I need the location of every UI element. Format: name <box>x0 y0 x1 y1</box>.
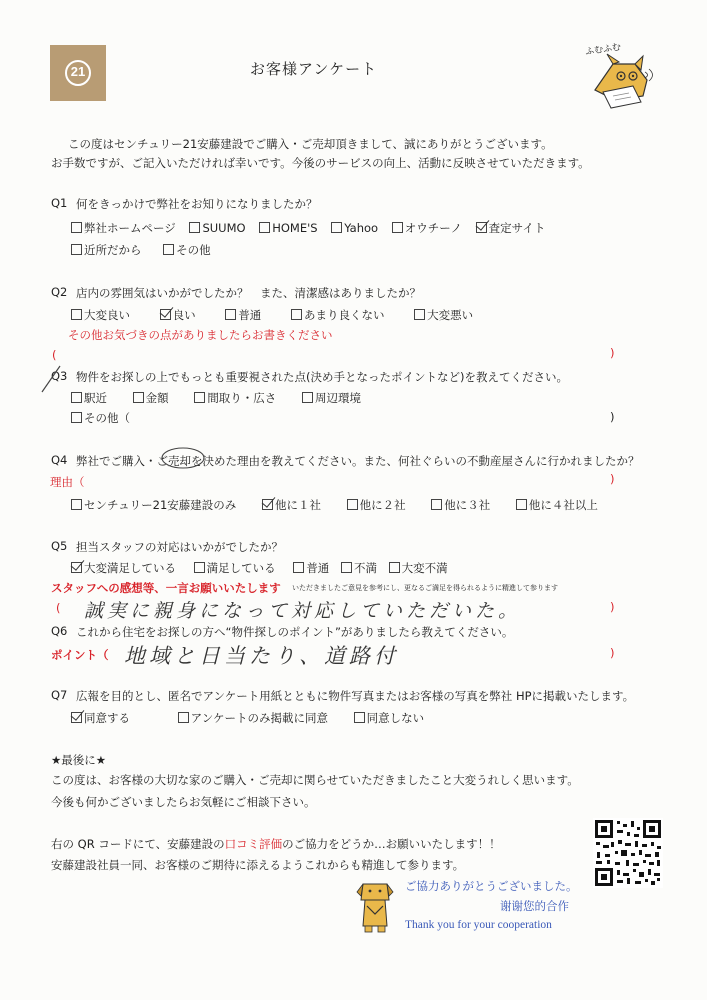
checkbox-icon <box>414 309 425 320</box>
checkbox-icon <box>194 562 205 573</box>
checked-checkbox-icon <box>262 499 273 510</box>
q3-options <box>71 390 371 406</box>
checkbox-icon <box>516 499 527 510</box>
thanks-chinese: 谢谢您的合作 <box>500 899 569 913</box>
q5-label: Q5 <box>51 539 68 553</box>
q1-option[interactable]: SUUMO <box>189 221 245 235</box>
century21-logo <box>50 45 106 101</box>
q1-label: Q1 <box>51 196 68 210</box>
q2-open-paren: ( <box>52 348 57 362</box>
checkbox-icon <box>389 562 400 573</box>
qr-request-line: 右の QR コードにて、安藤建設の口コミ評価のご協力をどうか…お願いいたします！！ <box>51 837 501 851</box>
checkbox-icon <box>259 222 270 233</box>
q7-option[interactable]: アンケートのみ掲載に同意 <box>178 710 328 726</box>
q3-option[interactable]: 駅近 <box>71 390 107 406</box>
page-title: お客様アンケート <box>250 60 378 78</box>
checked-checkbox-icon <box>71 712 82 723</box>
checkbox-icon <box>354 712 365 723</box>
q6-point-label: ポイント（ <box>51 648 109 662</box>
checkbox-icon <box>302 392 313 403</box>
q5-question: 担当スタッフの対応はいかがでしたか？ <box>76 540 283 554</box>
checkbox-icon <box>347 499 358 510</box>
q3-label: Q3 <box>51 369 68 383</box>
mascot-dog-writing-icon <box>585 52 660 110</box>
q5-comment-note: いただきましたご意見を参考にし、更なるご満足を得られるように精進して参ります <box>292 584 558 592</box>
q5-options <box>71 560 458 576</box>
q1-option[interactable]: Yahoo <box>331 221 378 235</box>
q1-option[interactable]: オウチーノ <box>392 220 462 236</box>
intro-line-1: この度はセンチュリー21安藤建設でご購入・ご売却頂きまして、誠にありがとうございます。 <box>68 137 553 151</box>
q1-option[interactable]: HOME'S <box>259 221 317 235</box>
intro-line-2: お手数ですが、ご記入いただければ幸いです。今後のサービスの向上、活動に反映させていただきます。 <box>51 156 590 170</box>
checkbox-icon <box>178 712 189 723</box>
q2-question: 店内の雰囲気はいかがでしたか？ また、清潔感はありましたか？ <box>76 286 421 300</box>
q2-comment-prompt: その他お気づきの点がありましたらお書きください <box>68 328 333 342</box>
checkbox-icon <box>71 244 82 255</box>
q4-label: Q4 <box>51 453 68 467</box>
qr-code-icon[interactable] <box>593 818 663 888</box>
q5-option[interactable]: 大変不満 <box>389 560 448 576</box>
q7-label: Q7 <box>51 688 68 702</box>
q2-close-paren: ) <box>610 346 615 360</box>
q4-option[interactable]: 他に４社以上 <box>516 497 598 513</box>
q2-options <box>71 307 483 323</box>
q3-option[interactable]: 周辺環境 <box>302 390 361 406</box>
q2-option[interactable]: 大変悪い <box>414 307 473 323</box>
checkbox-icon <box>341 562 352 573</box>
checked-checkbox-icon <box>160 309 171 320</box>
q1-options-row1 <box>71 220 555 236</box>
thanks-japanese: ご協力ありがとうございました。 <box>405 879 578 893</box>
q5-option[interactable]: 満足している <box>194 560 276 576</box>
q4-question: 弊社でご購入・ご売却を決めた理由を教えてください。また、何社ぐらいの不動産屋さんに行かれましたか？ <box>76 454 640 468</box>
q7-options <box>71 710 434 726</box>
logo-text: 21 <box>70 64 86 79</box>
handwritten-circle-mark <box>160 445 206 471</box>
q2-option[interactable]: 普通 <box>225 307 261 323</box>
q4-option[interactable]: 他に３社 <box>431 497 490 513</box>
q4-options <box>71 497 608 513</box>
closing-heading: ★最後に★ <box>51 753 107 767</box>
closing-line-2: 今後も何かございましたらお気軽にご相談下さい。 <box>51 795 316 809</box>
q1-option[interactable]: 弊社ホームページ <box>71 220 176 236</box>
checkbox-icon <box>189 222 200 233</box>
q7-question: 広報を目的とし、匿名でアンケート用紙とともに物件写真またはお客様の写真を弊社 HPに掲載いたします。 <box>76 689 635 703</box>
q4-option[interactable]: 他に２社 <box>347 497 406 513</box>
q1-option[interactable]: その他 <box>163 242 211 258</box>
checkbox-icon <box>225 309 236 320</box>
q6-close-paren: ) <box>610 646 615 660</box>
checkbox-icon <box>71 309 82 320</box>
q3-other[interactable]: その他（ <box>71 410 130 426</box>
checkbox-icon <box>71 412 82 423</box>
q3-option[interactable]: 間取り・広さ <box>194 390 276 406</box>
q5-option[interactable]: 普通 <box>293 560 329 576</box>
checkbox-icon <box>71 392 82 403</box>
closing-line-1: この度は、お客様の大切な家のご購入・ご売却に関らせていただきましたこと大変うれしく思います。 <box>51 773 579 787</box>
q2-label: Q2 <box>51 285 68 299</box>
q2-option-checked[interactable]: 良い <box>160 307 196 323</box>
q2-option[interactable]: 大変良い <box>71 307 130 323</box>
q5-close-paren: ) <box>610 600 615 614</box>
q5-comment-prompt: スタッフへの感想等、一言お願いいたします <box>51 581 281 595</box>
checkbox-icon <box>293 562 304 573</box>
q4-option[interactable]: センチュリー21安藤建設のみ <box>71 497 236 513</box>
q3-question: 物件をお探しの上でもっとも重要視された点(決め手となったポイントなど)を教えてください。 <box>76 370 568 384</box>
q7-option[interactable]: 同意しない <box>354 710 425 726</box>
checkbox-icon <box>431 499 442 510</box>
q3-close-paren: ) <box>610 410 615 424</box>
pen-stroke-mark <box>40 362 64 394</box>
checkbox-icon <box>331 222 342 233</box>
staff-line: 安藤建設社員一同、お客様のご期待に添えるようこれからも精進して参ります。 <box>51 858 465 872</box>
q5-open-paren: ( <box>56 601 61 615</box>
q1-options-row2 <box>71 242 221 258</box>
checkbox-icon <box>133 392 144 403</box>
q1-option-checked[interactable]: 査定サイト <box>476 220 546 236</box>
checkbox-icon <box>194 392 205 403</box>
q6-handwritten-answer: 地域と日当たり、道路付 <box>124 644 399 668</box>
checkbox-icon <box>291 309 302 320</box>
checked-checkbox-icon <box>71 562 82 573</box>
mascot-dog-bowing-icon <box>355 876 395 936</box>
q1-option[interactable]: 近所だから <box>71 242 142 258</box>
q1-question: 何をきっかけで弊社をお知りになりましたか？ <box>76 197 318 211</box>
checkbox-icon <box>163 244 174 255</box>
q7-option-checked[interactable]: 同意する <box>71 710 130 726</box>
mascot-caption: ふむふむ <box>584 42 622 58</box>
q4-reason-label: 理由（ <box>50 475 85 489</box>
checked-checkbox-icon <box>476 222 487 233</box>
q3-option[interactable]: 金額 <box>133 390 169 406</box>
q4-option-checked[interactable]: 他に１社 <box>262 497 321 513</box>
q5-handwritten-answer: 誠実に親身になって対応していただいた。 <box>84 600 522 622</box>
thanks-english: Thank you for your cooperation <box>405 919 552 931</box>
q6-label: Q6 <box>51 624 68 638</box>
q6-question: これから住宅をお探しの方へ“物件探しのポイント”がありましたら教えてください。 <box>76 625 514 639</box>
q2-option[interactable]: あまり良くない <box>291 307 385 323</box>
q5-option[interactable]: 不満 <box>341 560 377 576</box>
checkbox-icon <box>71 499 82 510</box>
checkbox-icon <box>71 222 82 233</box>
q4-close-paren: ) <box>610 472 615 486</box>
q5-option-checked[interactable]: 大変満足している <box>71 560 176 576</box>
checkbox-icon <box>392 222 403 233</box>
